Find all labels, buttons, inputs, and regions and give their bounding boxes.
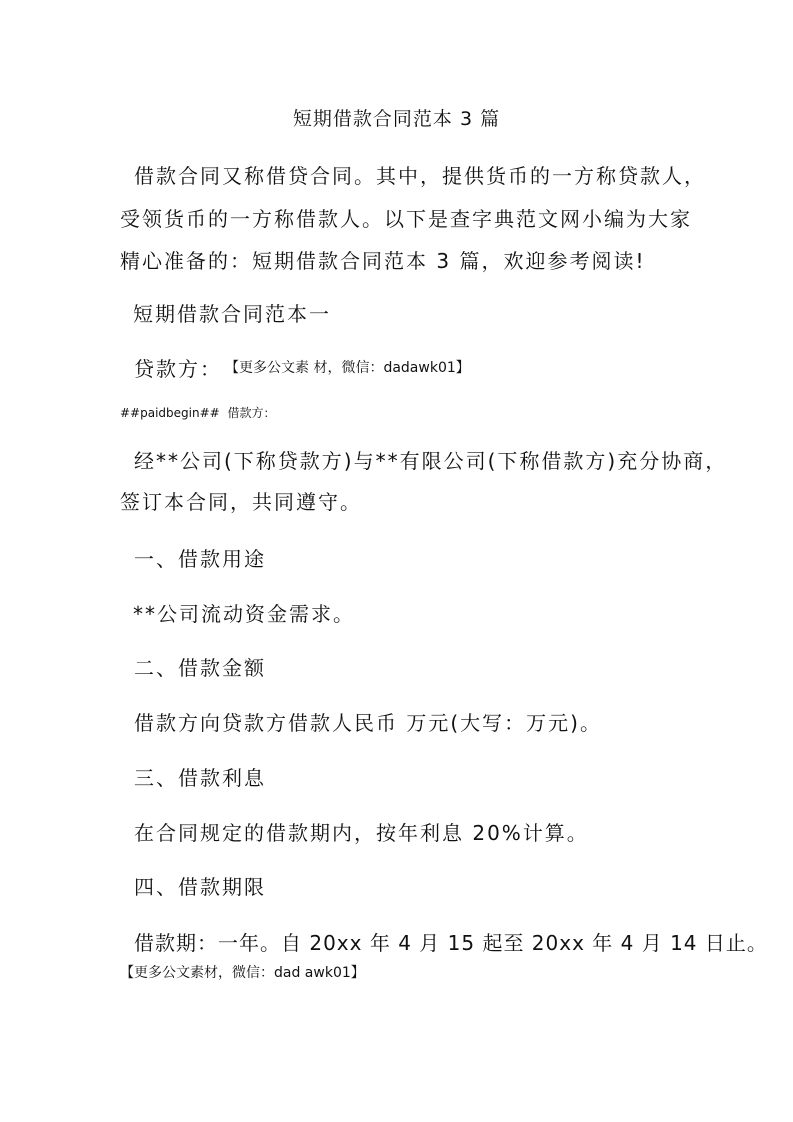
clause-4-text: 借款期：一年。自 20xx 年 4 月 15 起至 20xx 年 4 月 14 日止。 bbox=[134, 931, 768, 955]
clause-1-heading: 一、借款用途 bbox=[134, 547, 266, 571]
clause-4-heading: 四、借款期限 bbox=[134, 875, 266, 899]
paid-begin-text: ##paidbegin## bbox=[120, 406, 220, 420]
clause-3-text: 在合同规定的借款期内，按年利息 20%计算。 bbox=[134, 821, 589, 845]
section-heading: 短期借款合同范本一 bbox=[133, 302, 331, 326]
clause-3-heading: 三、借款利息 bbox=[134, 766, 266, 790]
consult-line-2: 签订本合同，共同遵守。 bbox=[120, 490, 362, 514]
borrower-label: 借款方： bbox=[227, 406, 276, 420]
clause-2-heading: 二、借款金额 bbox=[134, 656, 266, 680]
paid-begin-marker bbox=[120, 404, 276, 421]
intro-line-1: 借款合同又称借贷合同。其中，提供货币的一方称贷款人， bbox=[134, 164, 706, 188]
intro-line-3: 精心准备的：短期借款合同范本 3 篇，欢迎参考阅读! bbox=[120, 249, 646, 273]
document-title: 短期借款合同范本 3 篇 bbox=[292, 108, 501, 130]
clause-2-text: 借款方向贷款方借款人民币 万元(大写：万元)。 bbox=[134, 711, 602, 735]
promo-inline: 【更多公文素 材，微信：dadawk01】 bbox=[225, 360, 470, 376]
consult-line-1: 经**公司(下称贷款方)与**有限公司(下称借款方)充分协商， bbox=[134, 449, 728, 473]
lender-label: 贷款方： bbox=[134, 357, 222, 381]
promo-footer: 【更多公文素材，微信：dad awk01】 bbox=[120, 965, 365, 981]
clause-1-text: **公司流动资金需求。 bbox=[133, 602, 355, 626]
intro-line-2: 受领货币的一方称借款人。以下是查字典范文网小编为大家 bbox=[120, 207, 692, 231]
